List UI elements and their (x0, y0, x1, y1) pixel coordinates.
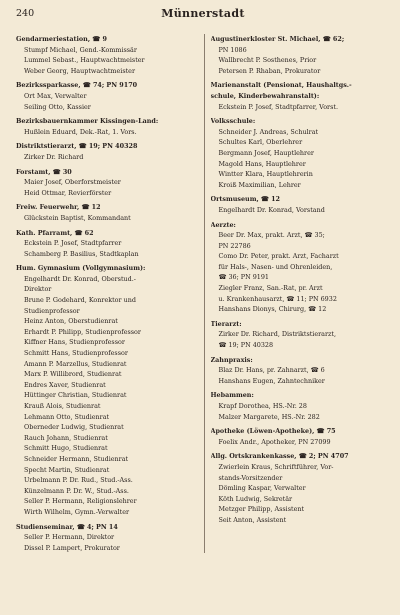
left-column-entry: Oberneder Ludwig, Studienrat (24, 423, 124, 432)
left-column-entry: Hüttinger Christian, Studienrat (24, 391, 127, 400)
left-column-entry: Seller P. Hermann, Direktor (24, 533, 115, 542)
right-column-entry: Wallbrecht P. Sosthenes, Prior (218, 56, 317, 65)
left-column-entry: Wirth Wilhelm, Gymn.-Verwalter (24, 507, 130, 516)
columns (16, 34, 390, 553)
left-column-entry: Erhardt P. Philipp, Studienprofessor (24, 327, 141, 336)
right-column-heading: Allg. Ortskrankenkasse, ☎ 2; PN 4707 (210, 452, 349, 461)
right-column-entry: für Hals-, Nasen- und Ohrenleiden, (218, 262, 333, 271)
left-column-entry: Dissel P. Lampert, Prokurator (24, 543, 120, 552)
right-column-entry: Schultes Karl, Oberlehrer (218, 138, 303, 147)
left-column-heading: Bezirksbauernkammer Kissingen-Land: (16, 117, 159, 126)
right-column-entry: Metzger Philipp, Assistent (218, 505, 305, 514)
right-column-entry: Dömling Kaspar, Verwalter (218, 484, 306, 493)
right-column-entry: Wintter Klara, Hauptlehrerin (218, 170, 313, 179)
page-header (16, 8, 390, 24)
left-column-entry: Rauch Johann, Studienrat (24, 433, 108, 442)
left-column-heading: Kath. Pfarramt, ☎ 62 (16, 228, 94, 237)
right-column-entry: ☎ 19; PN 40328 (218, 341, 274, 350)
right-column-entry: Seit Anton, Assistent (218, 515, 287, 524)
right-column-heading: Marienanstalt (Pensionat, Haushaltgs.- (210, 81, 352, 90)
right-column-entry: Ziegler Franz, San.-Rat, pr. Arzt (218, 284, 323, 293)
right-column-entry: Schneider J. Andreas, Schulrat (218, 127, 319, 136)
left-column-entry: Engelhardt Dr. Konrad, Oberstud.- (24, 274, 136, 283)
left-column-heading: Freiw. Feuerwehr, ☎ 12 (16, 203, 101, 212)
left-column-entry: Schamberg P. Basilius, Stadtkaplan (24, 249, 139, 258)
right-column-entry: Köth Ludwig, Sekretär (218, 494, 293, 503)
left-column-entry: Brune P. Godehard, Konrektor und (24, 296, 136, 305)
left-column-entry: Endres Xaver, Studienrat (24, 380, 106, 389)
right-column-heading: Aerzte: (210, 220, 236, 229)
left-column-entry: Schmitt Hugo, Studienrat (24, 444, 108, 453)
right-column-heading: Hebammen: (210, 391, 254, 400)
left-column-entry: Seller P. Hermann, Religionslehrer (24, 497, 137, 506)
left-column-entry: Zirker Dr. Richard (24, 152, 84, 161)
left-column-heading: Studienseminar, ☎ 4; PN 14 (16, 522, 118, 531)
left-column-entry: Kiffner Hans, Studienprofessor (24, 338, 125, 347)
left-column-entry: Schmitt Hans, Studienprofessor (24, 349, 128, 358)
right-column-entry: Hanshans Dionys, Chirurg, ☎ 12 (218, 305, 327, 314)
right-column-entry: Magold Hans, Hauptlehrer (218, 159, 306, 168)
right-column-entry: Hanshans Eugen, Zahntechniker (218, 376, 325, 385)
left-column-entry: Eckstein P. Josef, Stadtpfarrer (24, 239, 122, 248)
right-column-heading: Ortsmuseum, ☎ 12 (210, 195, 280, 204)
left-column-heading: Gendarmeriestation, ☎ 9 (16, 35, 107, 43)
left-column-entry: Heinz Anton, Oberstudienrat (24, 317, 118, 326)
left-column-heading: Bezirkssparkasse, ☎ 74; PN 9170 (16, 81, 138, 90)
right-column-entry: stands-Vorsitzender (218, 473, 283, 482)
left-column-entry: Studienprofessor (24, 306, 80, 315)
page-number: 240 (16, 8, 35, 19)
left-column-entry: Direktor (24, 285, 52, 294)
left-column-entry: Weber Georg, Hauptwachtmeister (24, 66, 136, 75)
right-column-entry: Zirker Dr. Richard, Distriktstierarzt, (218, 330, 337, 339)
left-column-heading: Hum. Gymnasium (Vollgymnasium): (16, 264, 146, 273)
right-column-entry: Beer Dr. Max, prakt. Arzt, ☎ 35; (218, 231, 325, 240)
left-column-entry: Hußlein Eduard, Dek.-Rat, 1. Vors. (24, 127, 137, 136)
right-column-entry: u. Krankenhausarzt, ☎ 11; PN 6932 (218, 294, 337, 303)
left-column-entry: Lehmann Otto, Studienrat (24, 412, 110, 421)
right-column-entry: PN 22786 (218, 241, 251, 250)
left-column-entry: Amann P. Marzellus, Studienrat (24, 359, 127, 368)
right-column-heading: Apotheke (Löwen-Apotheke), ☎ 75 (210, 427, 336, 436)
right-column-heading: Zahnpraxis: (210, 355, 253, 364)
right-column-entry: PN 1086 (218, 45, 247, 54)
right-column-heading: Volksschule: (210, 117, 256, 126)
left-column-entry: Ort Max, Verwalter (24, 91, 87, 100)
page-title: Münnerstadt (161, 7, 245, 20)
right-column-entry: Petersen P. Rhaban, Prokurator (218, 66, 321, 75)
right-column-entry: Foelix Andr., Apotheker, PN 27099 (218, 437, 331, 446)
right-column-entry: Blaz Dr. Hans, pr. Zahnarzt, ☎ 6 (218, 366, 325, 375)
left-column-entry: Krauß Alois, Studienrat (24, 402, 101, 410)
right-column-entry: Como Dr. Peter, prakt. Arzt, Facharzt (218, 252, 339, 261)
left-column-entry: Heid Ottmar, Revierförster (24, 188, 112, 197)
left-column-heading: Distriktstierarzt, ☎ 19; PN 40328 (16, 142, 138, 151)
left-column-heading: Forstamt, ☎ 30 (16, 167, 72, 176)
right-column-heading: Tierarzt: (210, 319, 242, 328)
left-column-entry: Glückstein Baptist, Kommandant (24, 213, 131, 222)
right-column-entry: Malzer Margarete, HS.-Nr. 282 (218, 412, 320, 421)
right-column-entry: Krapf Dorothea, HS.-Nr. 28 (218, 402, 307, 410)
right-column-entry: Kroiß Maximilian, Lehrer (218, 180, 301, 189)
right-column (204, 34, 391, 553)
left-column-entry: Marx P. Willibrord, Studienrat (24, 370, 122, 379)
right-column-entry: Engelhardt Dr. Konrad, Vorstand (218, 205, 325, 214)
left-column-entry: Urbelmann P. Dr. Rud., Stud.-Ass. (24, 476, 133, 485)
left-column (16, 34, 196, 553)
right-column-entry: Zwierlein Kraus, Schriftführer, Vor- (218, 462, 334, 471)
left-column-entry: Seiling Otto, Kassier (24, 102, 91, 111)
left-column-entry: Künzelmann P. Dr. W., Stud.-Ass. (24, 486, 129, 495)
left-column-entry: Maier Josef, Oberforstmeister (24, 178, 121, 187)
right-column-entry: Bergmann Josef, Hauptlehrer (218, 148, 314, 157)
left-column-entry: Specht Martin, Studienrat (24, 465, 110, 474)
right-column-heading: Augustinerkloster St. Michael, ☎ 62; (210, 35, 345, 43)
left-column-entry: Lummel Sebast., Hauptwachtmeister (24, 56, 145, 65)
left-column-entry: Stumpf Michael, Gend.-Kommissär (24, 45, 137, 54)
right-column-heading: schule, Kinderbewahranstalt): (210, 91, 320, 100)
left-column-entry: Schneider Hermann, Studienrat (24, 454, 129, 463)
right-column-entry: Eckstein P. Josef, Stadtpfarrer, Vorst. (218, 102, 338, 111)
right-column-entry: ☎ 36; PN 9191 (218, 273, 269, 282)
